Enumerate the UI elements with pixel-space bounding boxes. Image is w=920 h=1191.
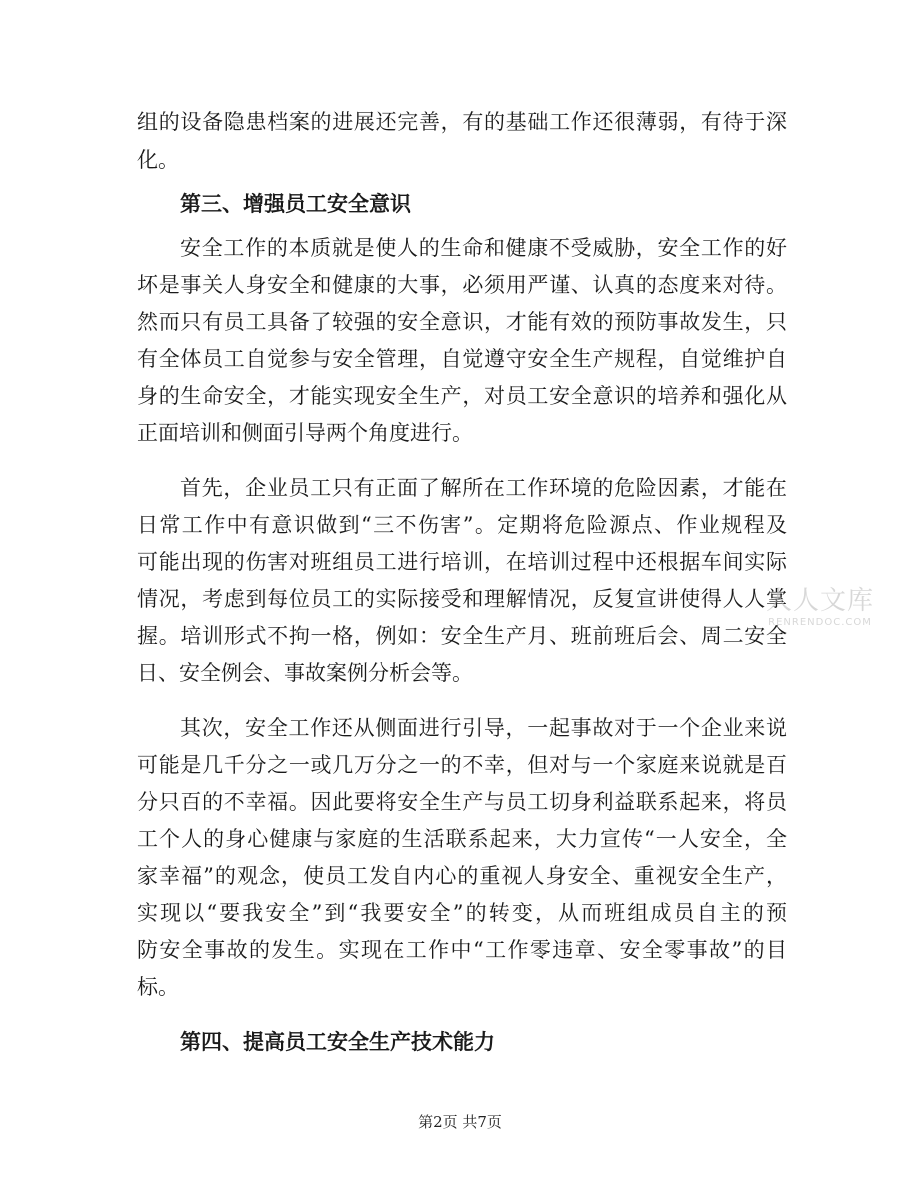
- paragraph-line: 工个人的身心健康与家庭的生活联系起来，大力宣传“一人安全，全: [137, 827, 787, 851]
- paragraph-line: 握。培训形式不拘一格，例如：安全生产月、班前班后会、周二安全: [137, 624, 787, 648]
- paragraph-line: 坏是事关人身安全和健康的大事，必须用严谨、认真的态度来对待。: [137, 273, 787, 297]
- page-number-footer: 第2页 共7页: [418, 1113, 502, 1131]
- section-heading-4: 第四、提高员工安全生产技术能力: [180, 1030, 495, 1054]
- paragraph-line: 防安全事故的发生。实现在工作中“工作零违章、安全零事故”的目: [137, 938, 787, 962]
- paragraph-line: 身的生命安全，才能实现安全生产，对员工安全意识的培养和强化从: [137, 384, 787, 408]
- paragraph-line: 化。: [137, 148, 179, 172]
- section-heading-3: 第三、增强员工安全意识: [180, 192, 411, 216]
- paragraph-line: 有全体员工自觉参与安全管理，自觉遵守安全生产规程，自觉维护自: [137, 347, 787, 371]
- paragraph-line: 日、安全例会、事故案例分析会等。: [137, 661, 473, 685]
- paragraph-line: 分只百的不幸福。因此要将安全生产与员工切身利益联系起来，将员: [137, 790, 787, 814]
- paragraph-line: 日常工作中有意识做到“三不伤害”。定期将危险源点、作业规程及: [137, 513, 787, 537]
- paragraph-line: 标。: [137, 975, 179, 999]
- paragraph-line: 实现以“要我安全”到“我要安全”的转变，从而班组成员自主的预: [137, 901, 787, 925]
- paragraph-line: 家幸福”的观念，使员工发自内心的重视人身安全、重视安全生产，: [137, 864, 787, 888]
- paragraph-line: 正面培训和侧面引导两个角度进行。: [137, 421, 473, 445]
- paragraph-line: 然而只有员工具备了较强的安全意识，才能有效的预防事故发生，只: [137, 310, 787, 334]
- watermark-text-en: RENRENDOC.COM: [768, 617, 872, 628]
- paragraph-line: 首先，企业员工只有正面了解所在工作环境的危险因素，才能在: [180, 476, 787, 500]
- paragraph-line: 其次，安全工作还从侧面进行引导，一起事故对于一个企业来说: [180, 716, 787, 740]
- paragraph-line: 安全工作的本质就是使人的生命和健康不受威胁，安全工作的好: [180, 236, 787, 260]
- watermark-text-cn: 人人文库: [765, 586, 874, 616]
- paragraph-line: 组的设备隐患档案的进展还完善，有的基础工作还很薄弱，有待于深: [137, 110, 787, 134]
- paragraph-line: 可能出现的伤害对班组员工进行培训，在培训过程中还根据车间实际: [137, 550, 787, 574]
- paragraph-line: 情况，考虑到每位员工的实际接受和理解情况，反复宣讲使得人人掌: [137, 587, 787, 611]
- paragraph-line: 可能是几千分之一或几万分之一的不幸，但对与一个家庭来说就是百: [137, 753, 787, 777]
